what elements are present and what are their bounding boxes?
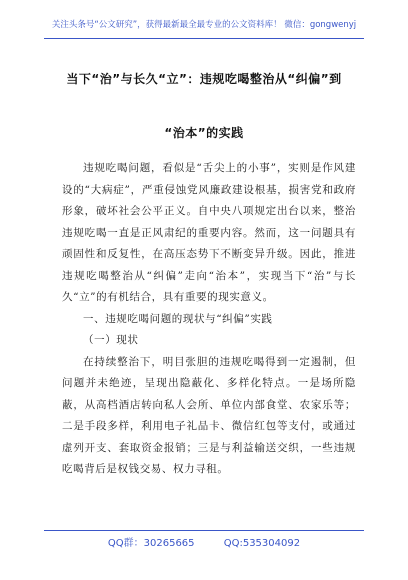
document-body bbox=[62, 158, 356, 481]
subsection-heading: （一）现状 bbox=[83, 334, 139, 346]
header-note: 关注头条号“公文研究”，获得最新最全最专业的公文资料库！ 微信：gongwenyj bbox=[51, 20, 357, 30]
intro-paragraph: 违规吃喝问题，看似是“舌尖上的小事”，实则是作风建设的“大病症”，严重侵蚀党风廉政建设根基，损害党和政府形象，破坏社会公平正义。自中央八项规定出台以来，整治违规吃喝一直是正风肃纪的重要内容。然而，这一问题具有顽固性和反复性，在高压态势下不断变异升级。因此，推进违规吃喝整治从“纠偏”走向“治本”，实现当下“治”与长久“立”的有机结合，具有重要的现实意义。 bbox=[62, 162, 356, 303]
header-divider bbox=[44, 38, 364, 39]
status-paragraph: 在持续整治下，明目张胆的违规吃喝得到一定遏制，但问题并未绝迹，呈现出隐蔽化、多样化特点。一是场所隐蔽，从高档酒店转向私人会所、单位内部食堂、农家乐等；二是手段多样，利用电子礼品卡、微信红包等支付，或通过虚列开支、套取资金报销；三是与利益输送交织，一些违规吃喝背后是权钱交易、权力寻租。 bbox=[62, 355, 356, 475]
footer-qq: QQ:535304092 bbox=[223, 538, 301, 549]
footer-divider bbox=[44, 530, 364, 531]
document-title-line-1: 当下“治”与长久“立”：违规吃喝整治从“纠偏”到 bbox=[66, 72, 342, 86]
footer-qq-group: QQ群：30265665 bbox=[107, 538, 195, 549]
section-heading: 一、违规吃喝问题的现状与“纠偏”实践 bbox=[83, 312, 273, 325]
document-title-line-2: “治本”的实践 bbox=[164, 126, 244, 140]
footer-contact bbox=[0, 534, 408, 549]
